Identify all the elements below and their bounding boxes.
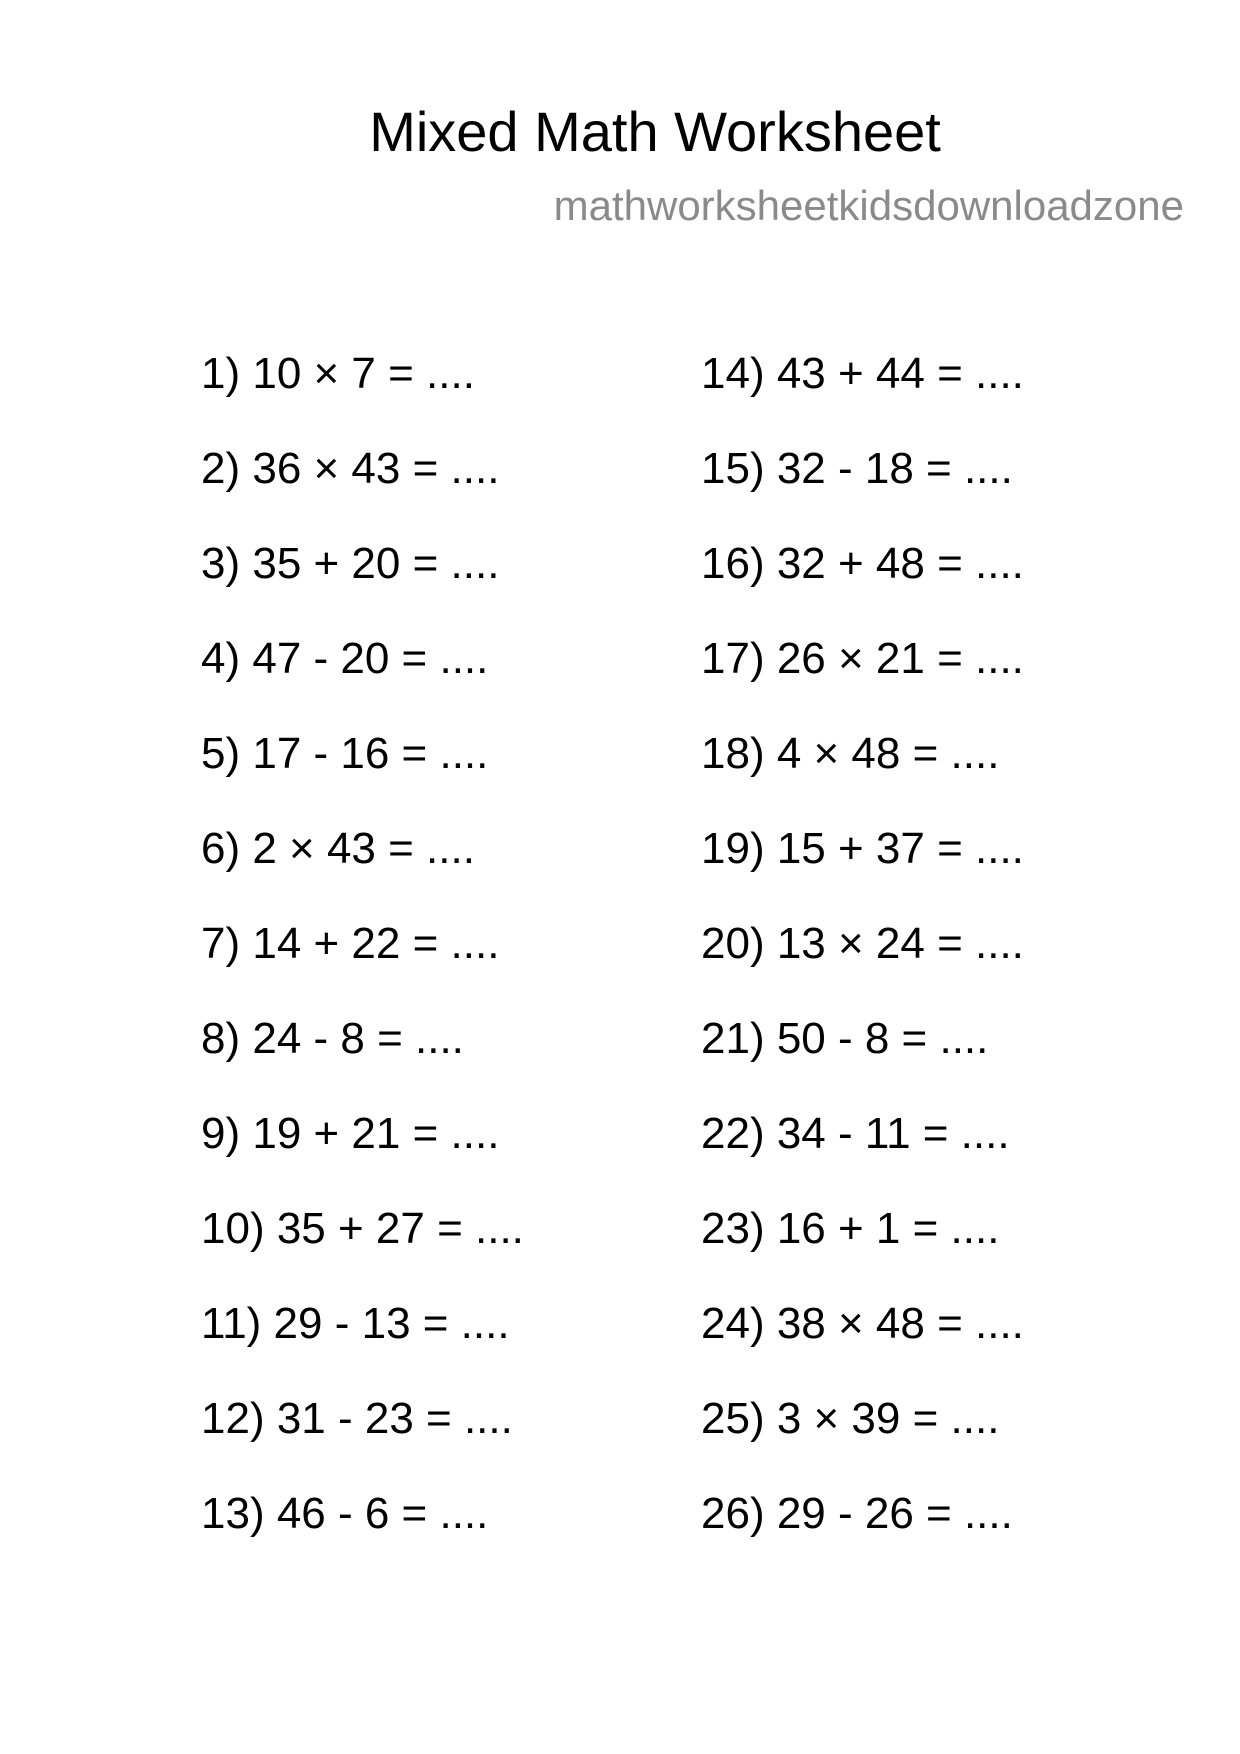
worksheet-title: Mixed Math Worksheet xyxy=(369,100,941,163)
problem-item: 23) 16 + 1 = .... xyxy=(701,1204,1000,1253)
problem-item: 12) 31 - 23 = .... xyxy=(201,1394,513,1443)
problem-item: 14) 43 + 44 = .... xyxy=(701,349,1024,398)
problem-item: 8) 24 - 8 = .... xyxy=(201,1014,464,1063)
problem-item: 7) 14 + 22 = .... xyxy=(201,919,500,968)
problem-item: 24) 38 × 48 = .... xyxy=(701,1299,1024,1348)
problem-item: 6) 2 × 43 = .... xyxy=(201,824,475,873)
source-label: mathworksheetkidsdownloadzone xyxy=(553,182,1184,229)
problem-item: 10) 35 + 27 = .... xyxy=(201,1204,524,1253)
problem-item: 19) 15 + 37 = .... xyxy=(701,824,1024,873)
problem-column-left xyxy=(201,348,524,1583)
problem-item: 26) 29 - 26 = .... xyxy=(701,1489,1013,1538)
problem-item: 1) 10 × 7 = .... xyxy=(201,349,475,398)
problem-column-right xyxy=(701,348,1024,1583)
problem-item: 11) 29 - 13 = .... xyxy=(201,1299,510,1348)
problem-item: 9) 19 + 21 = .... xyxy=(201,1109,500,1158)
problem-item: 3) 35 + 20 = .... xyxy=(201,539,500,588)
problem-item: 22) 34 - 11 = .... xyxy=(701,1109,1010,1158)
problem-item: 20) 13 × 24 = .... xyxy=(701,919,1024,968)
problem-item: 15) 32 - 18 = .... xyxy=(701,444,1013,493)
problem-item: 5) 17 - 16 = .... xyxy=(201,729,489,778)
problem-item: 25) 3 × 39 = .... xyxy=(701,1394,1000,1443)
problem-item: 2) 36 × 43 = .... xyxy=(201,444,500,493)
problem-item: 4) 47 - 20 = .... xyxy=(201,634,489,683)
problem-item: 17) 26 × 21 = .... xyxy=(701,634,1024,683)
problem-item: 21) 50 - 8 = .... xyxy=(701,1014,989,1063)
problem-item: 16) 32 + 48 = .... xyxy=(701,539,1024,588)
problem-item: 18) 4 × 48 = .... xyxy=(701,729,1000,778)
problem-item: 13) 46 - 6 = .... xyxy=(201,1489,489,1538)
